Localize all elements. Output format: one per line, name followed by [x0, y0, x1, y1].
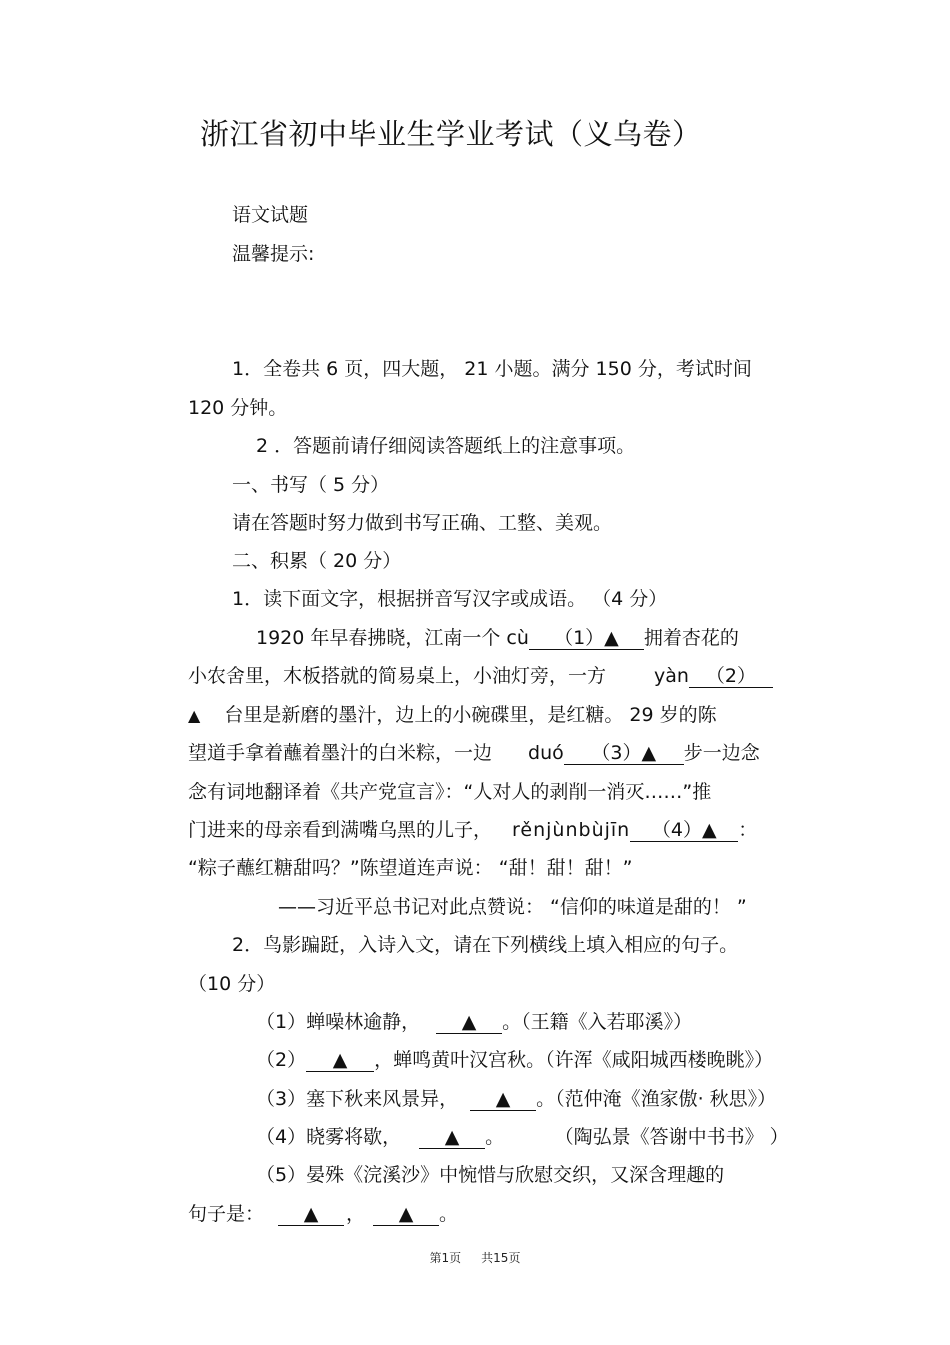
passage-text: 1920 年早春拂晓，江南一个 cù	[256, 627, 529, 649]
passage-text: 小农舍里，木板搭就的简易桌上，小油灯旁，一方	[188, 665, 607, 687]
pinyin-yan: yàn	[654, 665, 689, 687]
pinyin-duo: duó	[528, 742, 564, 764]
page-title: 浙江省初中毕业生学业考试（义乌卷）	[200, 117, 702, 151]
passage-text: 拥着杏花的	[643, 627, 739, 649]
poem-blank-2[interactable]: ▲	[306, 1049, 374, 1072]
passage-text: 台里是新磨的墨汁，边上的小碗碟里，是红糖。 29 岁的陈	[224, 704, 717, 726]
question-1-title: 1．读下面文字，根据拼音写汉字或成语。 （4 分）	[232, 588, 668, 610]
page-total: 共15页	[481, 1251, 521, 1265]
poem-line-2	[256, 1048, 773, 1072]
section-1-text: 请在答题时努力做到书写正确、工整、美观。	[232, 512, 613, 534]
poem-line-1	[256, 1010, 692, 1034]
poem-text: 。	[485, 1126, 505, 1148]
passage-text: 门进来的母亲看到满嘴乌黑的儿子，	[188, 819, 493, 841]
passage-quote-source: ——习近平总书记对此点赞说： “信仰的味道是甜的！ ”	[278, 896, 747, 918]
section-1-title: 一、书写（ 5 分）	[232, 474, 390, 496]
poem-text: ，蝉鸣黄叶汉宫秋。（许浑《咸阳城西楼晚眺》）	[374, 1049, 774, 1071]
passage-line-3	[188, 703, 717, 728]
poem-blank-3[interactable]: ▲	[470, 1088, 536, 1111]
subject-label: 语文试题	[232, 204, 309, 226]
poem-text: （1）蝉噪林逾静，	[256, 1011, 421, 1033]
tips-label: 温馨提示:	[232, 243, 315, 265]
poem-blank-5b[interactable]: ▲	[373, 1203, 439, 1226]
poem-text: 。（范仲淹《渔家傲· 秋思》）	[536, 1088, 777, 1110]
poem-text: （2）	[256, 1049, 307, 1071]
tip-2: 2 ．答题前请仔细阅读答题纸上的注意事项。	[256, 435, 636, 457]
passage-text: ：	[738, 819, 758, 841]
answer-marker-2: ▲	[188, 706, 201, 725]
poem-text: （3）塞下秋来风景异，	[256, 1088, 459, 1110]
passage-line-4	[188, 741, 760, 765]
passage-text: 步一边念	[683, 742, 760, 764]
page-number: 第1页	[429, 1251, 462, 1265]
pinyin-renjunbujin: rěnjùnbùjīn	[512, 819, 631, 841]
poem-text: ，	[346, 1203, 366, 1225]
question-2-title: 2．鸟影蹁跹，入诗入文，请在下列横线上填入相应的句子。	[232, 934, 739, 956]
passage-line-6	[188, 818, 757, 842]
passage-line-5: 念有词地翻译着《共产党宣言》：“人对人的剥削一消灭……”推	[188, 781, 712, 803]
poem-line-3	[256, 1087, 776, 1111]
poem-line-5: （5）晏殊《浣溪沙》中惋惜与欣慰交织，又深含理趣的	[256, 1164, 725, 1186]
section-2-title: 二、积累（ 20 分）	[232, 550, 402, 572]
answer-blank-1[interactable]: （1）▲	[529, 627, 644, 650]
poem-source: （陶弘景《答谢中书书》 ）	[564, 1126, 789, 1148]
question-2-score: （10 分）	[188, 973, 276, 995]
poem-blank-5a[interactable]: ▲	[278, 1203, 344, 1226]
tip-1-cont: 120 分钟。	[188, 397, 288, 419]
poem-blank-1[interactable]: ▲	[436, 1011, 502, 1034]
passage-line-2	[188, 664, 773, 688]
poem-text: 句子是：	[188, 1203, 265, 1225]
passage-text: 望道手拿着蘸着墨汁的白米粽，一边	[188, 742, 493, 764]
answer-blank-4[interactable]: （4）▲	[630, 819, 738, 842]
poem-text: 。	[439, 1203, 459, 1225]
page-footer	[0, 1249, 950, 1266]
answer-blank-2[interactable]: （2）	[689, 665, 773, 688]
poem-line-4	[256, 1125, 789, 1149]
poem-text: 。（王籍《入若耶溪》）	[502, 1011, 693, 1033]
poem-blank-4[interactable]: ▲	[419, 1126, 485, 1149]
tip-1: 1．全卷共 6 页，四大题， 21 小题。满分 150 分，考试时间	[232, 358, 752, 380]
answer-blank-3[interactable]: （3）▲	[564, 742, 684, 765]
passage-line-1	[256, 626, 739, 650]
poem-text: （4）晓雾将歇，	[256, 1126, 402, 1148]
passage-line-7: “粽子蘸红糖甜吗？”陈望道连声说： “甜！甜！甜！”	[188, 857, 633, 879]
poem-line-6	[188, 1202, 458, 1226]
